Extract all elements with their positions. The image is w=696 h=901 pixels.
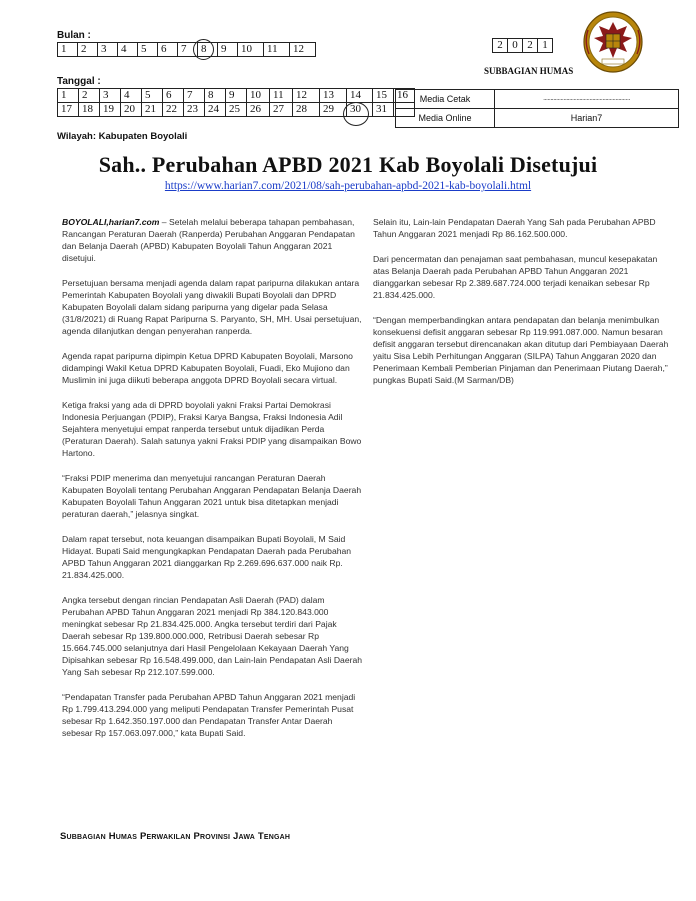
month-cell: 1 <box>58 43 78 57</box>
date-cell: 7 <box>184 89 205 103</box>
date-cell: 11 <box>270 89 293 103</box>
date-cell: 14 <box>347 89 373 103</box>
month-cell: 6 <box>158 43 178 57</box>
article-title: Sah.. Perubahan APBD 2021 Kab Boyolali Disetujui <box>98 152 598 177</box>
lead-source: BOYOLALI,harian7.com <box>62 217 160 227</box>
date-cell: 28 <box>293 103 320 117</box>
date-cell: 16 <box>394 89 415 103</box>
lead-paragraph <box>62 216 364 264</box>
lead-text: – Setelah melalui beberapa tahapan pembahasan, Rancangan Peraturan Daerah (Ranperda) Perubahan Anggaran Pendapatan dan Belanja Daerah (APBD) Kabupaten Boyolali Tahun Anggaran 2021 disetujui. <box>62 217 355 263</box>
date-cell: 3 <box>100 89 121 103</box>
date-cell: 6 <box>163 89 184 103</box>
article-paragraph: Selain itu, Lain-lain Pendapatan Daerah Yang Sah pada Perubahan APBD Tahun Anggaran 2021 menjadi Rp 86.162.500.000. <box>373 217 656 239</box>
date-cell: 22 <box>163 103 184 117</box>
unit-label: SUBBAGIAN HUMAS <box>484 66 574 76</box>
year-digit: 0 <box>508 39 523 53</box>
date-cell: 19 <box>100 103 121 117</box>
month-cell: 9 <box>218 43 238 57</box>
date-cell: 9 <box>226 89 247 103</box>
month-cell: 10 <box>238 43 264 57</box>
article-paragraph: Angka tersebut dengan rincian Pendapatan Asli Daerah (PAD) dalam Perubahan APBD Tahun Anggaran 2021 menjadi Rp 384.120.843.000 meningkat sebesar Rp 21.834.425.000. Angka tersebut terdiri dari Pajak Daerah sebesar Rp 139.800.000.000, Retribusi Daerah sebesar Rp 15.664.745.000 selanjutnya dari Hasil Pengelolaan Kekayaan Daerah Yang Dipisahkan sebesar Rp 16.548.499.000, dan Lain-lain Pendapatan Asli Daerah Yang Sah sebesar Rp 212.107.599.000. <box>62 595 363 677</box>
wilayah-label: Wilayah: Kabupaten Boyolali <box>57 131 188 142</box>
year-digit: 2 <box>523 39 538 53</box>
article-paragraph: Ketiga fraksi yang ada di DPRD boyolali yakni Fraksi Partai Demokrasi Indonesia Perjuangan (PDIP), Fraksi Karya Bangsa, Fraksi Indonesia Adil Sejahtera menyetujui empat ranperda tersebut untuk dijadikan Perda (Peraturan Daerah). Salah satunya yakni Fraksi PDIP yang disampaikan Bowo Hartono. <box>62 400 362 458</box>
article-left-column <box>62 216 364 752</box>
article-paragraph: Dari pencermatan dan penajaman saat pembahasan, muncul kesepakatan atas Belanja Daerah pada Perubahan APBD Tahun Anggaran 2021 dianggarkan sebesar Rp 2.389.687.724.000 terjadi kenaikan sebesar Rp 21.834.425.000. <box>373 254 658 300</box>
media-cetak-label: Media Cetak <box>396 90 495 109</box>
month-cell: 5 <box>138 43 158 57</box>
media-table <box>395 89 679 128</box>
month-cell: 12 <box>290 43 316 57</box>
date-cell: 24 <box>205 103 226 117</box>
date-cell: 30 <box>347 103 373 117</box>
article-paragraph: Dalam rapat tersebut, nota keuangan disampaikan Bupati Boyolali, M Said Hidayat. Bupati Said mengungkapkan Pendapatan Daerah pada Perubahan APBD Tahun Anggaran 2021 dianggarkan Rp 2.269.696.637.000 naik Rp. 21.834.425.000. <box>62 534 352 580</box>
date-cell: 20 <box>121 103 142 117</box>
selected-month-circle <box>193 39 214 60</box>
media-cetak-value: ............................................................ <box>495 90 679 109</box>
article-paragraph: “Pendapatan Transfer pada Perubahan APBD Tahun Anggaran 2021 menjadi Rp 1.799.413.294.000 yang meliputi Pendapatan Transfer Pemerintah Pusat sebesar Rp 1.642.350.197.000 dan Pendapatan Transfer Antar Daerah sebesar Rp 157.063.097.000,” kata Bupati Said. <box>62 692 356 738</box>
date-cell: 10 <box>247 89 270 103</box>
month-cell: 11 <box>264 43 290 57</box>
article-url[interactable]: https://www.harian7.com/2021/08/sah-perubahan-apbd-2021-kab-boyolali.html <box>164 180 532 192</box>
date-cell: 21 <box>142 103 163 117</box>
date-cell: 4 <box>121 89 142 103</box>
month-cell: 4 <box>118 43 138 57</box>
date-cell: 12 <box>293 89 320 103</box>
selected-date-circle <box>343 102 369 126</box>
month-cell: 7 <box>178 43 198 57</box>
garuda-emblem-icon <box>582 10 644 74</box>
footer-text: Subbagian Humas Perwakilan Provinsi Jawa Tengah <box>60 831 291 842</box>
date-cell: 5 <box>142 89 163 103</box>
date-cell: 25 <box>226 103 247 117</box>
month-cell: 2 <box>78 43 98 57</box>
article-paragraph: “Fraksi PDIP menerima dan menyetujui rancangan Peraturan Daerah Kabupaten Boyolali tentang Perubahan Anggaran Pendapatan Belanja Daerah Kabupaten Boyolali Tahun Anggaran 2021 untuk bisa ditetapkan menjadi peraturan daerah,” jelasnya singkat. <box>62 473 362 519</box>
bulan-label: Bulan : <box>57 30 91 41</box>
date-cell: 1 <box>58 89 79 103</box>
date-cell: 27 <box>270 103 293 117</box>
date-cell: 13 <box>320 89 347 103</box>
month-cell: 8 <box>198 43 218 57</box>
date-cell: 15 <box>373 89 394 103</box>
date-cell: 8 <box>205 89 226 103</box>
month-cell: 3 <box>98 43 118 57</box>
date-cell: 26 <box>247 103 270 117</box>
year-grid <box>492 38 553 53</box>
date-cell: 31 <box>373 103 394 117</box>
date-cell: 2 <box>79 89 100 103</box>
month-grid <box>57 42 316 57</box>
date-cell: 23 <box>184 103 205 117</box>
date-cell: 18 <box>79 103 100 117</box>
article-paragraph: Agenda rapat paripurna dipimpin Ketua DPRD Kabupaten Boyolali, Marsono didampingi Wakil Ketua DPRD Kabupaten Boyolali, Fuadi, Eko Mujiono dan Muslimin ini juga diikuti beberapa anggota DPRD Boyolali secara virtual. <box>62 351 353 385</box>
tanggal-label: Tanggal : <box>57 76 101 87</box>
date-cell: 17 <box>58 103 79 117</box>
article-right-column <box>373 216 673 399</box>
date-cell: 29 <box>320 103 347 117</box>
article-paragraph: Persetujuan bersama menjadi agenda dalam rapat paripurna dilakukan antara Pemerintah Kabupaten Boyolali yang diwakili Bupati Boyolali dan DPRD Kabupaten Boyolali dalam sidang paripurna yang digelar pada Selasa (31/8/2021) di Ruang Rapat Paripurna S. Paryanto, SH, MH. Usai persetujuan, agenda dilanjutkan dengan penyerahan ranperda. <box>62 278 362 336</box>
media-online-label: Media Online <box>396 109 495 128</box>
year-digit: 1 <box>538 39 553 53</box>
year-digit: 2 <box>493 39 508 53</box>
media-online-value: Harian7 <box>495 109 679 128</box>
article-paragraph: “Dengan memperbandingkan antara pendapatan dan belanja menimbulkan konsekuensi defisit anggaran sebesar Rp 119.991.087.000. Namun besaran defisit anggaran tersebut direncanakan akan ditutup dari Pembiayaan Daerah yaitu Sisa Lebih Perhitungan Anggaran (SILPA) Tahun Anggaran 2020 dan Penerimaan Kembali Pemberian Pinjaman dan Penerimaan Piutang Daerah,” pungkas Bupati Said.(M Sarman/DB) <box>373 315 669 385</box>
